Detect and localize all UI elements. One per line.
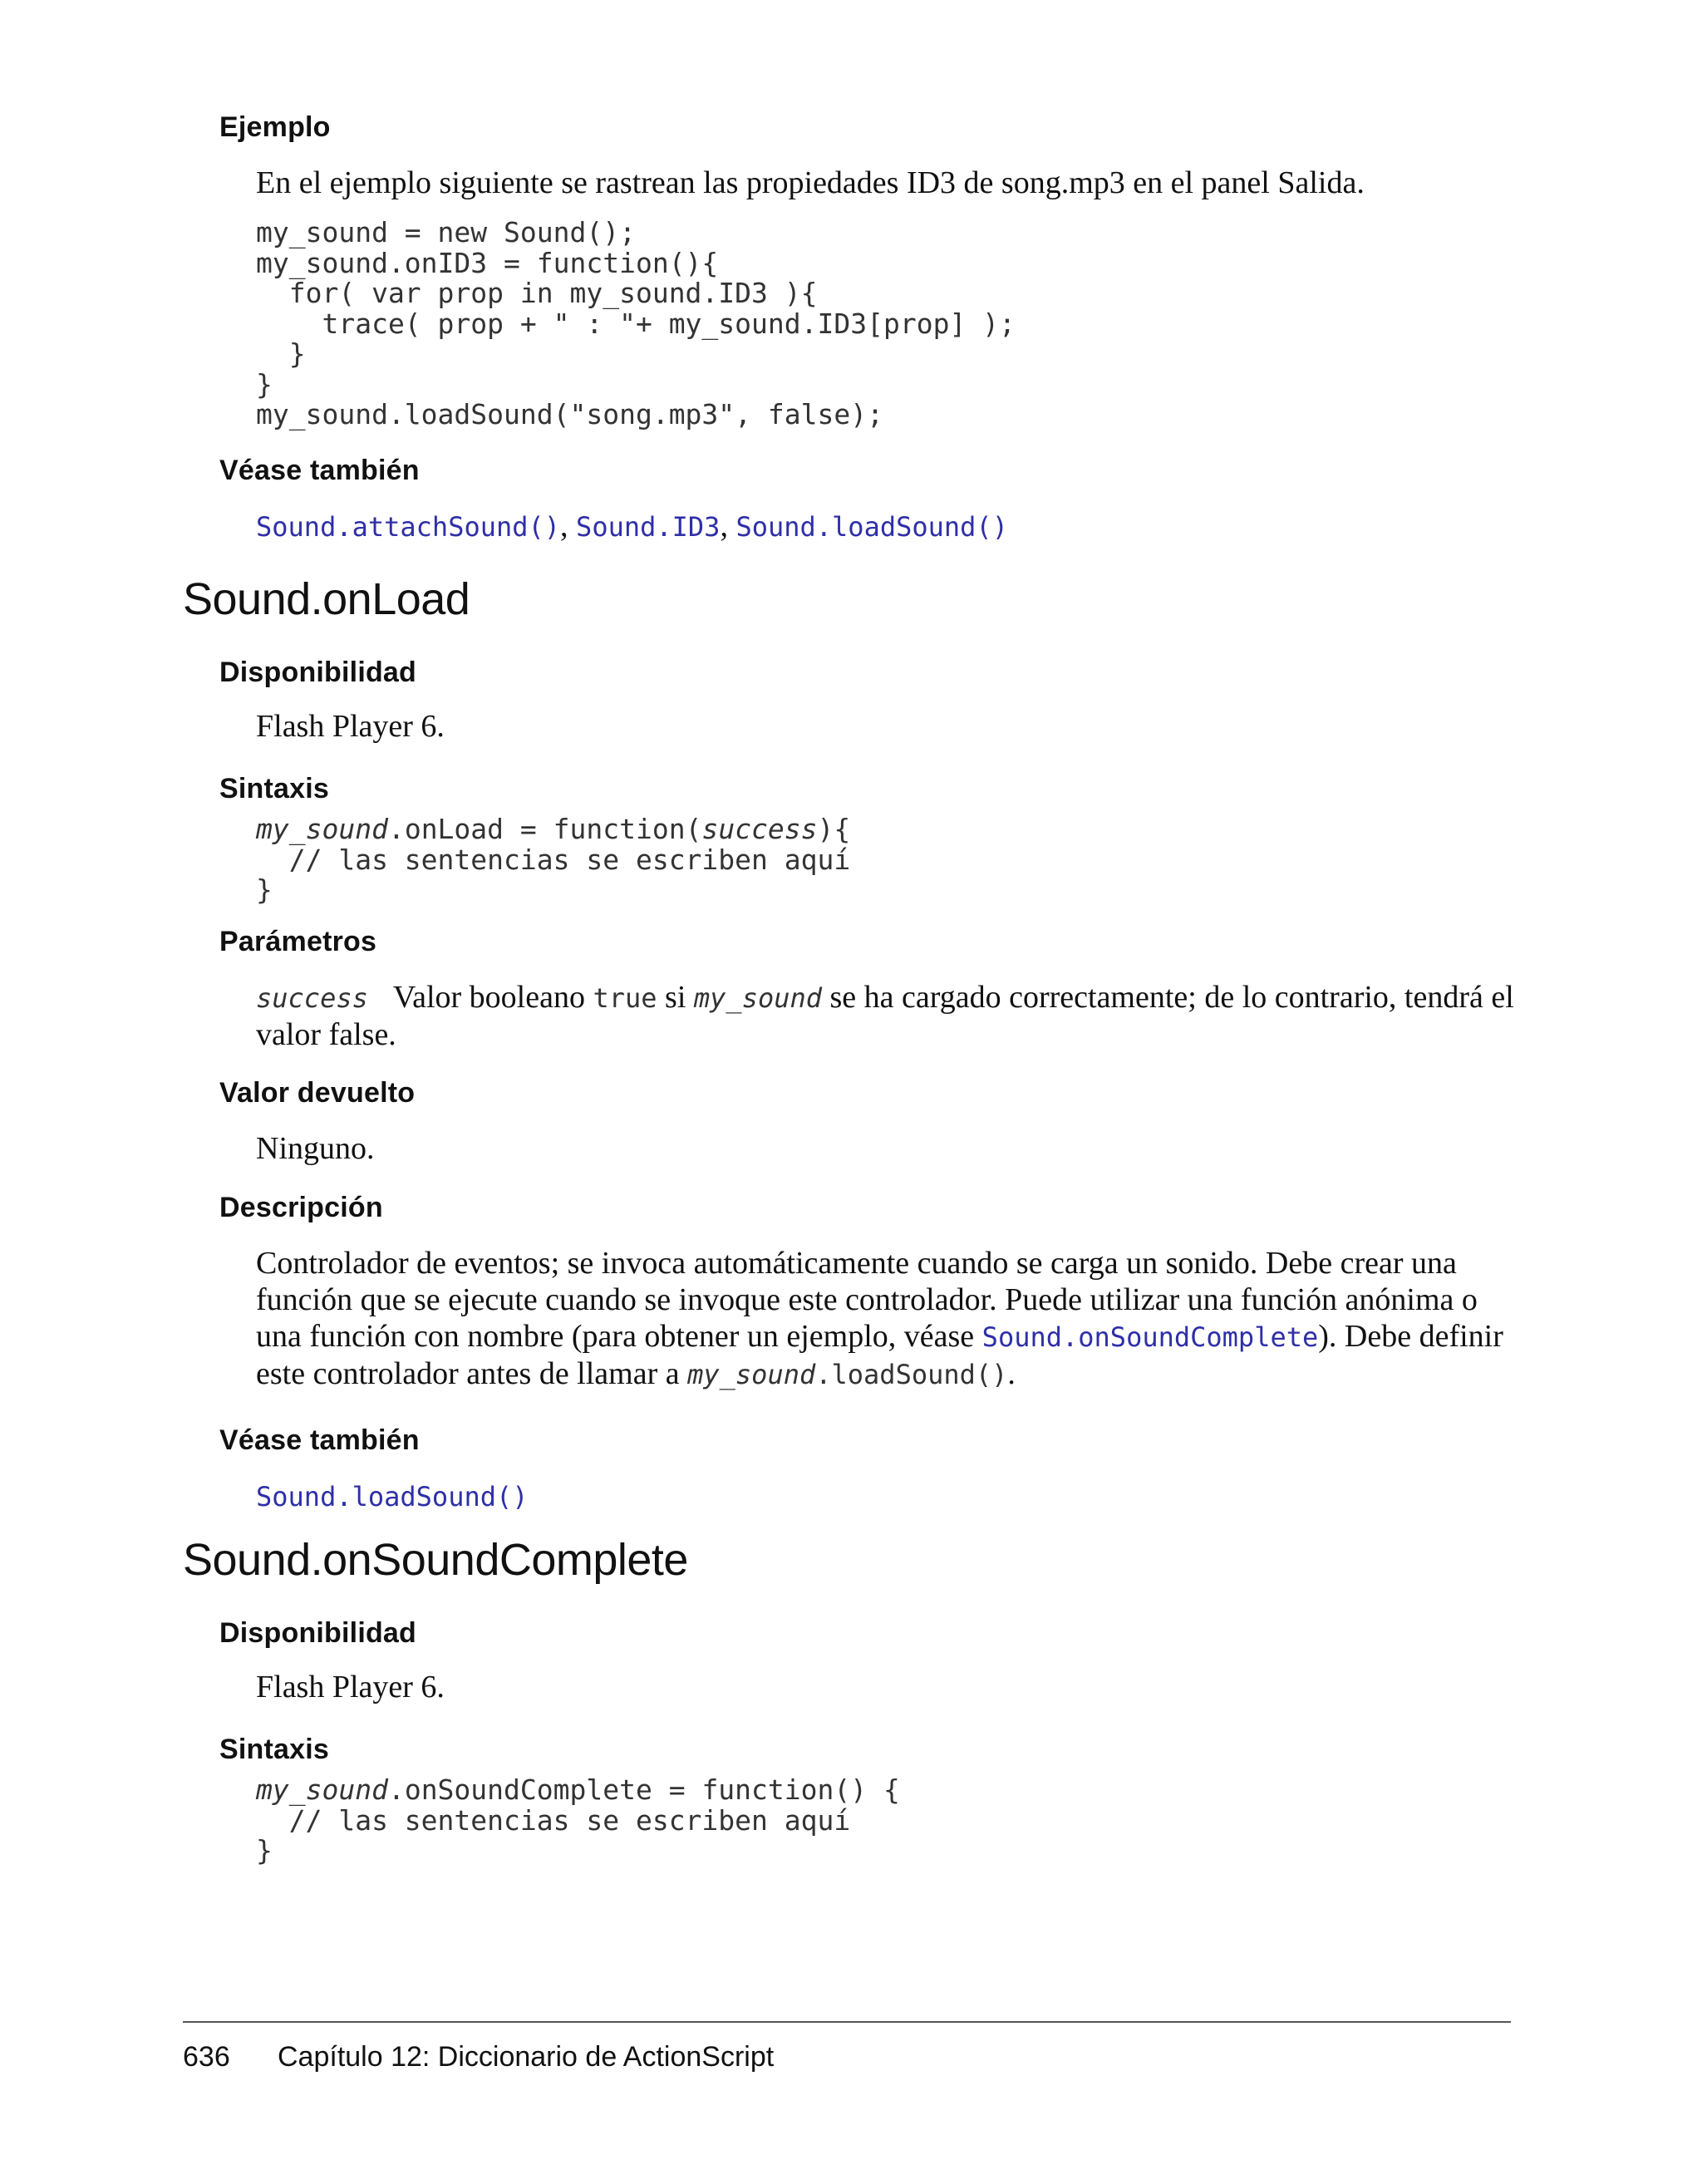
description-object: my_sound xyxy=(687,1359,816,1390)
description-method: .loadSound() xyxy=(815,1359,1008,1390)
description-part: . xyxy=(1007,1356,1016,1391)
code-line: } xyxy=(256,337,306,370)
heading-example: Ejemplo xyxy=(219,111,331,143)
see-also-list xyxy=(256,508,1519,545)
heading-parameters: Parámetros xyxy=(219,926,377,957)
description-part: ). Debe definir este controlador antes de llamar a xyxy=(256,1319,1503,1391)
availability-text: Flash Player 6. xyxy=(256,709,445,744)
heading-syntax: Sintaxis xyxy=(219,1734,329,1765)
return-value-text: Ninguno. xyxy=(256,1131,375,1166)
param-true: true xyxy=(593,982,657,1014)
param-text: se ha cargado correctamente; de lo contrario, tendrá el valor false. xyxy=(256,980,1514,1052)
see-also-list xyxy=(256,1478,1519,1515)
heading-description: Descripción xyxy=(219,1192,383,1223)
syntax-comment: // las sentencias se escriben aquí xyxy=(256,843,851,876)
description-text xyxy=(256,1245,1519,1393)
code-line: } xyxy=(256,367,273,401)
code-line: for( var prop in my_sound.ID3 ){ xyxy=(256,277,818,309)
syntax-object: my_sound xyxy=(256,813,388,845)
link-sound-id3[interactable]: Sound.ID3 xyxy=(576,511,721,543)
link-load-sound[interactable]: Sound.loadSound() xyxy=(735,511,1008,543)
heading-return-value: Valor devuelto xyxy=(219,1077,416,1109)
page-number: 636 xyxy=(183,2041,230,2073)
syntax-comment: // las sentencias se escriben aquí xyxy=(256,1803,851,1837)
param-name: success xyxy=(256,982,368,1014)
code-line: trace( prop + " : "+ my_sound.ID3[prop] ); xyxy=(256,307,1016,340)
code-line: my_sound.onID3 = function(){ xyxy=(256,246,719,279)
syntax-code-block xyxy=(256,814,850,906)
description-part: Controlador de eventos; se invoca automáticamente cuando se carga un sonido. Debe crear una función que se ejecute cuando se invoque este controlador. Puede utilizar una función anónima o una función con nombre (para obtener un ejemplo, véase xyxy=(256,1246,1478,1354)
heading-syntax: Sintaxis xyxy=(219,773,329,804)
separator: , xyxy=(560,509,577,544)
chapter-title: Capítulo 12: Diccionario de ActionScript xyxy=(278,2041,775,2073)
syntax-code-block xyxy=(256,1775,900,1867)
syntax-part: .onSoundComplete = function() { xyxy=(387,1773,900,1806)
footer-rule xyxy=(183,2021,1511,2023)
separator: , xyxy=(720,509,736,544)
title-sound-onload: Sound.onLoad xyxy=(183,574,470,624)
param-object: my_sound xyxy=(693,982,823,1014)
example-intro: En el ejemplo siguiente se rastrean las propiedades ID3 de song.mp3 en el panel Salida. xyxy=(256,165,1365,200)
code-line: my_sound.loadSound("song.mp3", false); xyxy=(256,398,883,430)
heading-see-also: Véase también xyxy=(219,1424,420,1456)
example-code-block xyxy=(256,218,1016,430)
availability-text: Flash Player 6. xyxy=(256,1670,445,1704)
syntax-part: .onLoad = function( xyxy=(387,813,702,845)
syntax-object: my_sound xyxy=(256,1773,388,1806)
heading-see-also: Véase también xyxy=(219,455,420,486)
syntax-close: } xyxy=(256,1834,273,1867)
param-text: si xyxy=(657,980,694,1015)
syntax-close: } xyxy=(256,873,273,906)
link-load-sound[interactable]: Sound.loadSound() xyxy=(256,1481,529,1513)
syntax-param: success xyxy=(701,813,818,845)
syntax-part: ){ xyxy=(817,813,851,845)
param-text: Valor booleano xyxy=(392,980,593,1015)
heading-availability: Disponibilidad xyxy=(219,1617,417,1649)
parameter-description xyxy=(256,979,1519,1053)
heading-availability: Disponibilidad xyxy=(219,657,417,688)
title-sound-onsoundcomplete: Sound.onSoundComplete xyxy=(183,1535,688,1585)
link-sound-onsoundcomplete[interactable]: Sound.onSoundComplete xyxy=(981,1321,1319,1353)
code-line: my_sound = new Sound(); xyxy=(256,216,636,248)
link-attach-sound[interactable]: Sound.attachSound() xyxy=(256,511,561,543)
